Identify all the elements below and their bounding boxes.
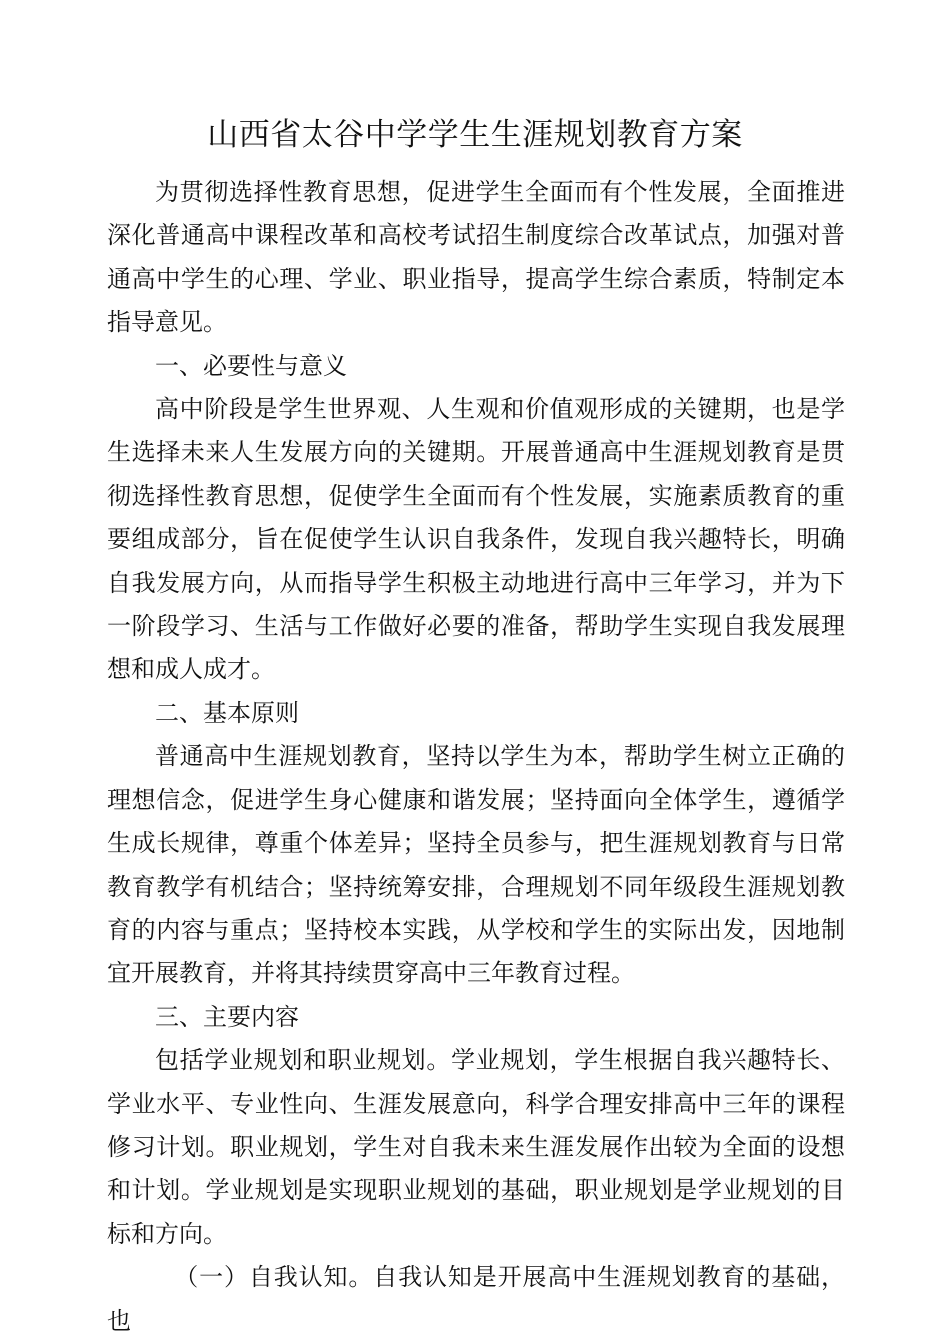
section-heading-necessity: 一、必要性与意义 <box>155 351 347 380</box>
self-awareness-paragraph: （一）自我认知。自我认知是开展高中生涯规划教育的基础，也 <box>107 1263 845 1335</box>
section-heading-content: 三、主要内容 <box>155 1002 299 1031</box>
section-heading-principles: 二、基本原则 <box>155 698 299 727</box>
necessity-paragraph: 高中阶段是学生世界观、人生观和价值观形成的关键期，也是学生选择未来人生发展方向的关键期。开展普通高中生涯规划教育是贯彻选择性教育思想，促使学生全面而有个性发展，实施素质教育的重要组成部分，旨在促使学生认识自我条件，发现自我兴趣特长，明确自我发展方向，从而指导学生积极主动地进行高中三年学习，并为下一阶段学习、生活与工作做好必要的准备，帮助学生实现自我发展理想和成人成才。 <box>107 395 845 684</box>
document-body <box>107 171 845 1343</box>
principles-paragraph: 普通高中生涯规划教育，坚持以学生为本，帮助学生树立正确的理想信念，促进学生身心健康和谐发展；坚持面向全体学生，遵循学生成长规律，尊重个体差异；坚持全员参与，把生涯规划教育与日常教育教学有机结合；坚持统筹安排，合理规划不同年级段生涯规划教育的内容与重点；坚持校本实践，从学校和学生的实际出发，因地制宜开展教育，并将其持续贯穿高中三年教育过程。 <box>107 742 845 988</box>
document-title: 山西省太谷中学学生生涯规划教育方案 <box>207 117 743 153</box>
content-paragraph: 包括学业规划和职业规划。学业规划，学生根据自我兴趣特长、学业水平、专业性向、生涯发展意向，科学合理安排高中三年的课程修习计划。职业规划，学生对自我未来生涯发展作出较为全面的设想和计划。学业规划是实现职业规划的基础，职业规划是学业规划的目标和方向。 <box>107 1046 845 1248</box>
intro-paragraph: 为贯彻选择性教育思想，促进学生全面而有个性发展，全面推进深化普通高中课程改革和高校考试招生制度综合改革试点，加强对普通高中学生的心理、学业、职业指导，提高学生综合素质，特制定本指导意见。 <box>107 178 845 337</box>
